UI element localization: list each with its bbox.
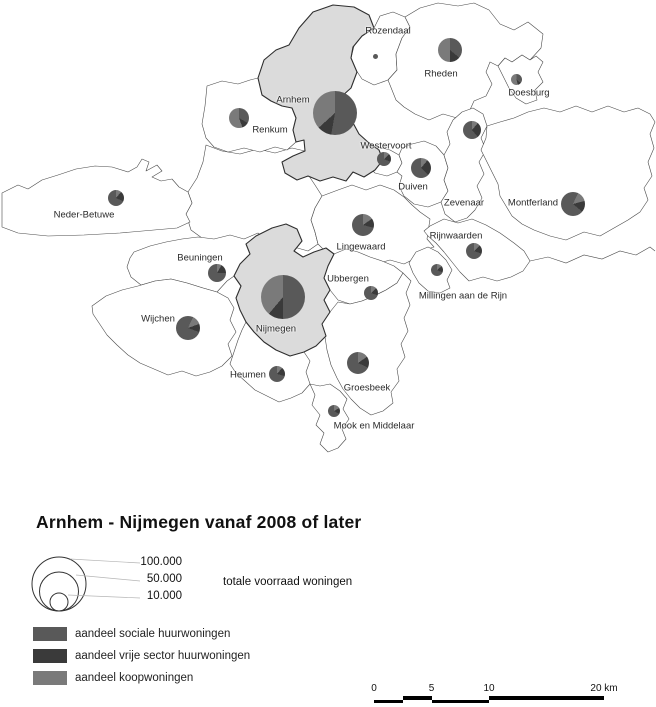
scalebar-segment: [374, 700, 403, 704]
scalebar-tick-0: 0: [371, 683, 377, 694]
label-millingen-aan-de-rijn: Millingen aan de Rijn: [418, 290, 508, 302]
pie-ubbergen: [364, 286, 378, 300]
pie-lingewaard: [352, 214, 374, 236]
pie-mook-en-middelaar: [328, 405, 340, 417]
pie-renkum: [229, 108, 249, 128]
external-boundary: [530, 247, 655, 263]
label-rijnwaarden: Rijnwaarden: [429, 230, 483, 242]
label-arnhem: Arnhem: [276, 94, 310, 106]
label-duiven: Duiven: [398, 181, 428, 193]
label-beuningen: Beuningen: [177, 252, 223, 264]
pie-westervoort: [377, 152, 391, 166]
pie-arnhem: [313, 91, 357, 135]
pie-rijnwaarden: [466, 243, 482, 259]
legend-row-koop: [33, 671, 193, 685]
pie-nijmegen: [261, 275, 305, 319]
pie-rozendaal: [373, 54, 378, 59]
legend-label-koop: aandeel koopwoningen: [75, 672, 194, 684]
pie-doesburg: [511, 74, 522, 85]
scalebar-tick-10: 10: [483, 683, 495, 694]
pie-heumen: [269, 366, 285, 382]
scalebar-segment: [432, 700, 490, 704]
municipality-montferland: [481, 106, 655, 240]
pie-duiven: [411, 158, 431, 178]
label-rheden: Rheden: [424, 68, 458, 80]
scalebar-segment: [489, 696, 604, 700]
size-label-2: 10.000: [146, 590, 182, 602]
label-nijmegen: Nijmegen: [255, 323, 297, 335]
municipality-wijchen: [92, 279, 236, 376]
legend-row-vrije: [33, 649, 250, 663]
legend-swatch-vrije: [33, 649, 67, 663]
pie-millingen-aan-de-rijn: [431, 264, 443, 276]
label-groesbeek: Groesbeek: [343, 382, 391, 394]
pie-rheden: [438, 38, 462, 62]
legend-label-sociale: aandeel sociale huurwoningen: [75, 628, 231, 640]
scalebar-segment: [403, 696, 432, 700]
label-lingewaard: Lingewaard: [336, 241, 386, 253]
municipality-mook-en-middelaar: [310, 384, 349, 452]
size-legend-caption: totale voorraad woningen: [223, 576, 353, 588]
scalebar-tick-5: 5: [428, 683, 435, 694]
municipality-neder-betuwe: [2, 159, 192, 236]
size-label-1: 50.000: [146, 573, 182, 585]
label-neder-betuwe: Neder-Betuwe: [53, 209, 115, 221]
label-zevenaar: Zevenaar: [443, 197, 485, 209]
size-circle-1: [40, 572, 79, 611]
legend-label-vrije: aandeel vrije sector huurwoningen: [75, 650, 251, 662]
size-label-0: 100.000: [140, 556, 182, 568]
pie-wijchen: [176, 316, 200, 340]
label-doesburg: Doesburg: [508, 87, 550, 99]
scalebar-tick-20: 20 km: [590, 683, 618, 694]
label-renkum: Renkum: [252, 124, 288, 136]
legend-swatch-koop: [33, 671, 67, 685]
legend-swatch-sociale: [33, 627, 67, 641]
size-circle-0: [32, 557, 86, 611]
label-ubbergen: Ubbergen: [327, 273, 369, 285]
pie-beuningen: [208, 264, 226, 282]
figure-title: Arnhem - Nijmegen vanaf 2008 of later: [36, 512, 362, 532]
pie-montferland: [561, 192, 585, 216]
label-montferland: Montferland: [507, 197, 559, 209]
size-circle-2: [50, 593, 68, 611]
legend-row-sociale: [33, 627, 230, 641]
label-wijchen: Wijchen: [141, 313, 175, 325]
label-mook-en-middelaar: Mook en Middelaar: [333, 420, 415, 432]
label-westervoort: Westervoort: [360, 140, 412, 152]
pie-neder-betuwe: [108, 190, 124, 206]
pie-zevenaar: [463, 121, 481, 139]
pie-groesbeek: [347, 352, 369, 374]
label-heumen: Heumen: [230, 369, 266, 381]
label-rozendaal: Rozendaal: [365, 25, 411, 37]
